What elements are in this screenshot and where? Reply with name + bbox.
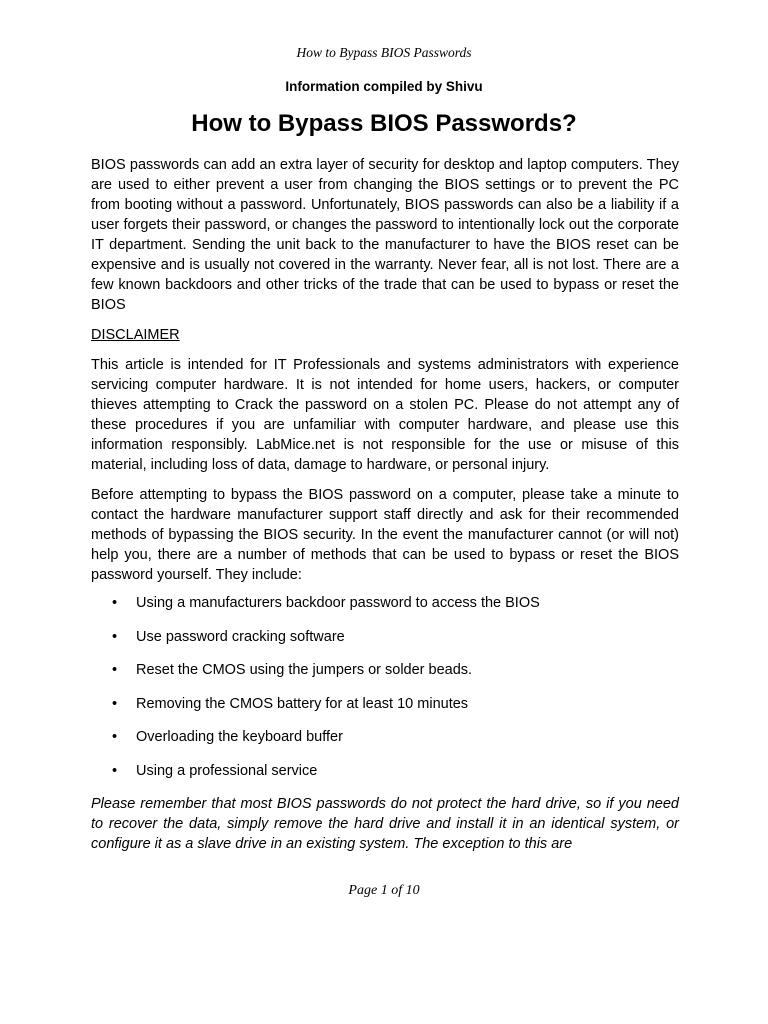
methods-intro-paragraph: Before attempting to bypass the BIOS password on a computer, please take a minute to contact the hardware manufacturer support staff directly and ask for their recommended methods of bypassing the BIOS security. In the event the manufacturer cannot (or will not) help you, there are a number of methods that can be used to bypass or reset the BIOS password yourself. They include: xyxy=(91,487,679,583)
note-paragraph: Please remember that most BIOS passwords do not protect the hard drive, so if you need to recover the data, simply remove the hard drive and install it in an identical system, or configure it as a slave drive in an existing system. The exception to this are xyxy=(91,796,679,852)
list-item-text: Using a professional service xyxy=(136,762,318,779)
list-item xyxy=(91,660,679,680)
author-byline: Information compiled by Shivu xyxy=(285,79,483,94)
bullet-icon: • xyxy=(112,662,118,678)
disclaimer-heading: DISCLAIMER xyxy=(91,327,180,343)
document-body xyxy=(91,155,679,864)
list-item xyxy=(91,694,679,714)
list-item xyxy=(91,593,679,613)
intro-paragraph: BIOS passwords can add an extra layer of security for desktop and laptop computers. They are used to either prevent a user from changing the BIOS settings or to prevent the PC from booting without a password. Unfortunately, BIOS passwords can also be a liability if a user forgets their password, or changes the password to intentionally lock out the corporate IT department. Sending the unit back to the manufacturer to have the BIOS reset can be expensive and is usually not covered in the warranty. Never fear, all is not lost. There are a few known backdoors and other tricks of the trade that can be used to bypass or reset the BIOS xyxy=(91,157,679,313)
methods-list xyxy=(91,593,679,781)
list-item xyxy=(91,727,679,747)
bullet-icon: • xyxy=(112,762,118,779)
page-number: Page 1 of 10 xyxy=(348,883,420,898)
bullet-icon: • xyxy=(112,595,118,611)
list-item-text: Overloading the keyboard buffer xyxy=(136,729,343,745)
bullet-icon: • xyxy=(112,729,118,745)
page-title: How to Bypass BIOS Passwords? xyxy=(191,110,577,137)
list-item-text: Using a manufacturers backdoor password to access the BIOS xyxy=(136,595,540,611)
running-header: How to Bypass BIOS Passwords xyxy=(296,45,472,60)
list-item-text: Removing the CMOS battery for at least 10 minutes xyxy=(136,695,469,712)
list-item xyxy=(91,761,679,781)
bullet-icon: • xyxy=(112,695,118,712)
bullet-icon: • xyxy=(112,628,118,645)
list-item-text: Reset the CMOS using the jumpers or solder beads. xyxy=(136,662,473,678)
list-item-text: Use password cracking software xyxy=(136,628,345,645)
list-item xyxy=(91,627,679,647)
disclaimer-paragraph: This article is intended for IT Professionals and systems administrators with experience servicing computer hardware. It is not intended for home users, hackers, or computer thieves attempting to Crack the password on a stolen PC. Please do not attempt any of these procedures if you are unfamiliar with computer hardware, and please use this information responsibly. LabMice.net is not responsible for the use or misuse of this material, including loss of data, damage to hardware, or personal injury. xyxy=(91,357,679,473)
